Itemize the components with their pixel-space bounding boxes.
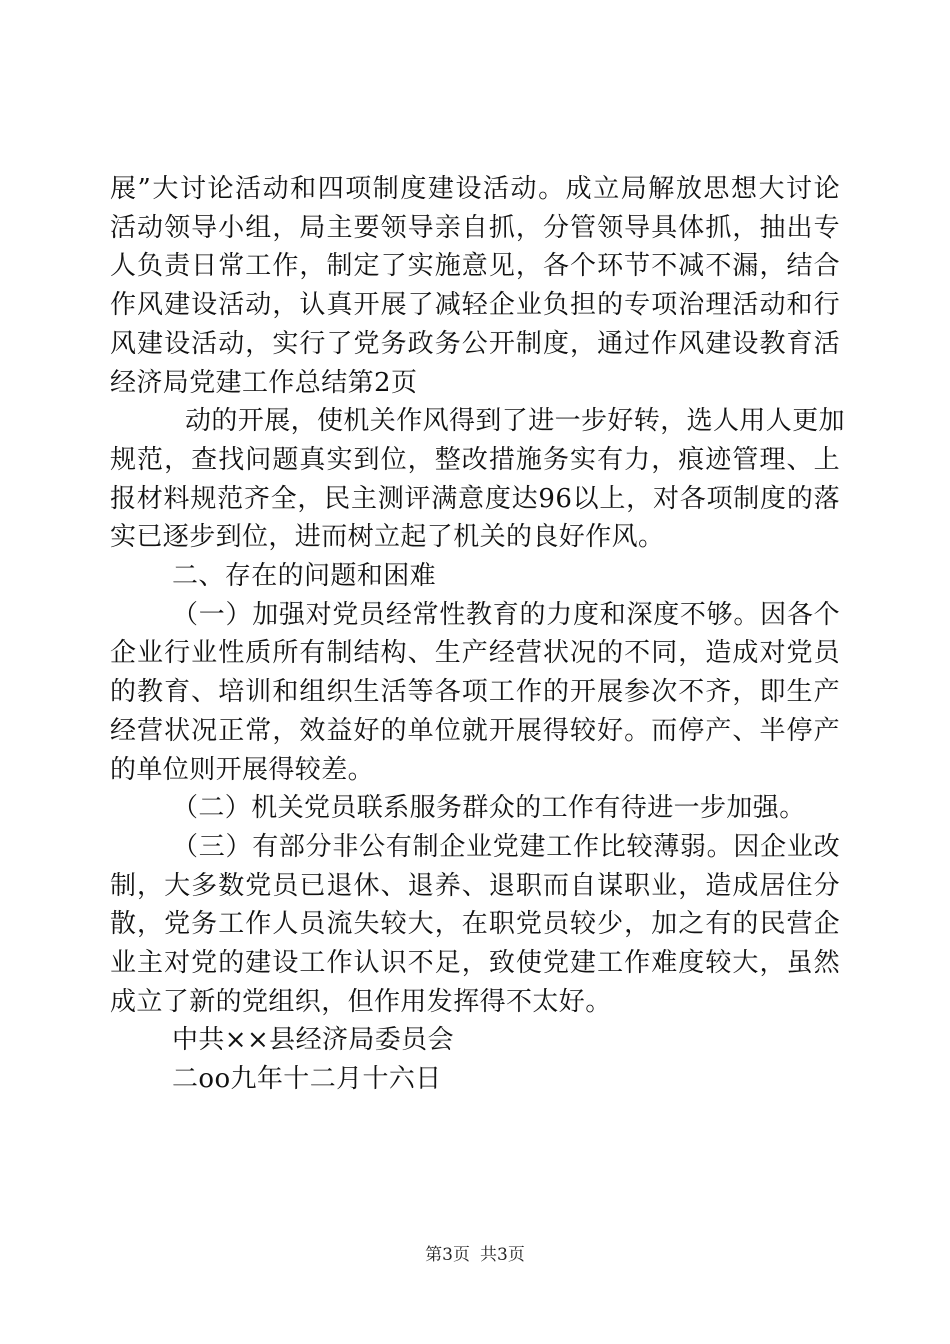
text-line: 业主对党的建设工作认识不足，致使党建工作难度较大，虽然	[110, 948, 840, 979]
text-line: 报材料规范齐全，民主测评满意度达96以上，对各项制度的落	[110, 483, 840, 514]
text-line: 展”大讨论活动和四项制度建设活动。成立局解放思想大讨论	[110, 174, 840, 204]
text-line: 企业行业性质所有制结构、生产经营状况的不同，造成对党员	[110, 638, 840, 669]
page-total: 共3页	[480, 1245, 525, 1265]
document-body	[110, 170, 846, 1099]
text-line: 人负责日常工作，制定了实施意见，各个环节不减不漏，结合	[110, 251, 840, 282]
text-line: 的教育、培训和组织生活等各项工作的开展参次不齐，即生产	[110, 677, 840, 708]
text-line: 散，党务工作人员流失较大，在职党员较少，加之有的民营企	[110, 909, 840, 940]
text-line: 成立了新的党组织，但作用发挥得不太好。	[110, 986, 612, 1017]
text-line: 经营状况正常，效益好的单位就开展得较好。而停产、半停产	[110, 715, 840, 746]
text-line: 制，大多数党员已退休、退养、退职而自谋职业，造成居住分	[110, 870, 840, 901]
text-line: 实已逐步到位，进而树立起了机关的良好作风。	[110, 522, 665, 553]
text-line: （二）机关党员联系服务群众的工作有待进一步加强。	[172, 793, 806, 824]
signature-org: 中共××县经济局委员会	[172, 1025, 454, 1056]
text-line: 的单位则开展得较差。	[110, 754, 375, 785]
page-footer	[0, 1244, 950, 1266]
text-line: 风建设活动，实行了党务政务公开制度，通过作风建设教育活	[110, 328, 840, 359]
text-line: 动的开展，使机关作风得到了进一步好转，选人用人更加	[185, 406, 846, 437]
text-line: （三）有部分非公有制企业党建工作比较薄弱。因企业改	[172, 831, 840, 862]
text-line: 活动领导小组，局主要领导亲自抓，分管领导具体抓，抽出专	[110, 212, 840, 243]
text-line: 作风建设活动，认真开展了减轻企业负担的专项治理活动和行	[110, 290, 840, 321]
signature-date: 二oo九年十二月十六日	[172, 1064, 442, 1095]
page-break-title: 经济局党建工作总结第2页	[110, 367, 418, 398]
section-heading: 二、存在的问题和困难	[172, 561, 437, 592]
text-line: 规范，查找问题真实到位，整改措施务实有力，痕迹管理、上	[110, 444, 840, 475]
page-number: 第3页	[425, 1245, 470, 1265]
text-line: （一）加强对党员经常性教育的力度和深度不够。因各个	[172, 599, 840, 630]
